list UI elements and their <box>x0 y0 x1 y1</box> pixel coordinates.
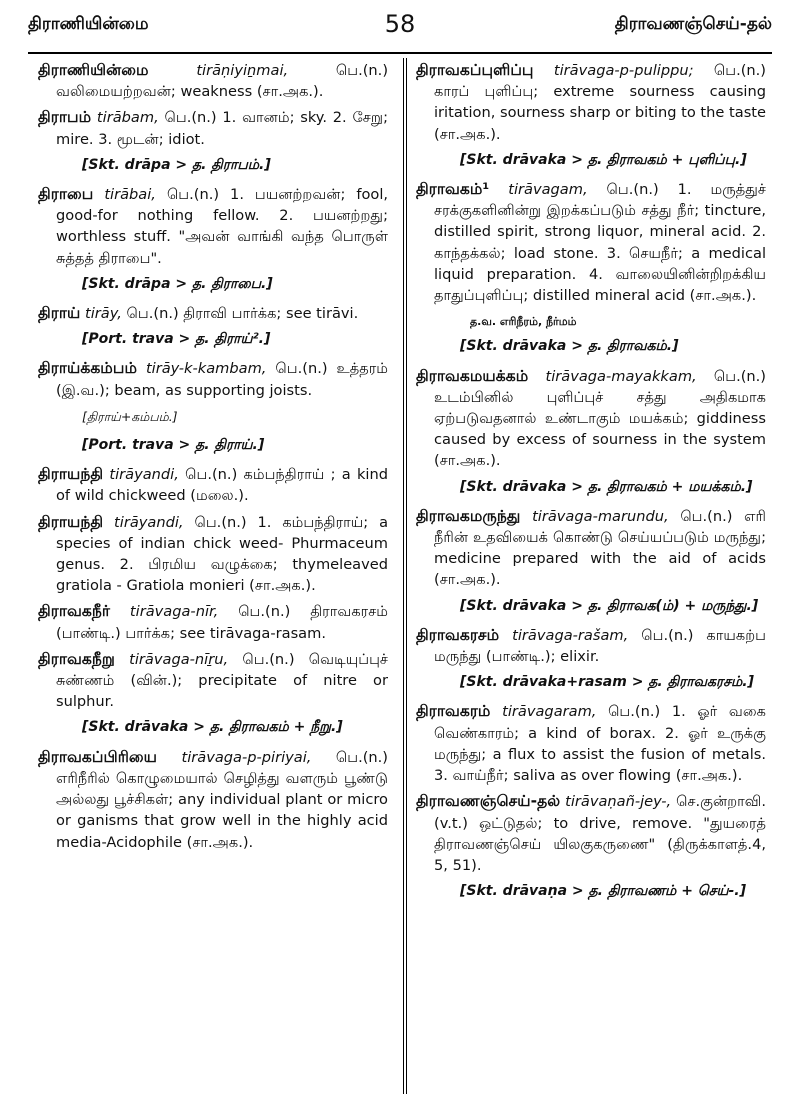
usage-note: த.வ. எரிநீரம், நீர்மம் <box>470 315 577 329</box>
etymology: [Skt. drāvaka > த. திராவகம் + நீறு.] <box>82 719 343 736</box>
dictionary-entry <box>38 464 388 506</box>
transliteration: tirābam, <box>96 109 159 127</box>
etymology: [Skt. drāvaka > த. திராவகம் + புளிப்பு.] <box>460 151 747 168</box>
etymology: [Port. trava > த. திராய்².] <box>82 331 271 348</box>
transliteration: tirāvaga-nīr, <box>129 603 219 621</box>
dictionary-entry <box>416 625 766 667</box>
definition: பெ.(n.) உடம்பினில் புளிப்புச் சத்து அதிகமாக ஏற்படுவதனால் உண்டாகும் மயக்கம்; giddiness caused by excess of sourness in the system (சா.அக.). <box>434 367 766 470</box>
dictionary-entry <box>416 791 766 876</box>
etymology: [Skt. drāpa > த. திராபை.] <box>82 275 273 292</box>
header-left-guideword: திராணியின்மை <box>28 14 149 34</box>
transliteration: tirāyandi, <box>114 513 184 531</box>
definition: பெ.(n.) 1. கம்பந்திராய்; a species of indian chick weed- Phurmaceum genus. 2. பிரமிய வழுக்கை; thymeleaved gratiola - Gratiola monieri (சா.அக.). <box>56 513 389 595</box>
column-divider <box>403 58 407 1094</box>
definition: பெ.(n.) திராவகரசம் (பாண்டி.) பார்க்க; see tirāvaga-rasam. <box>56 603 389 642</box>
definition: பெ.(n.) 1. பயனற்றவன்; fool, good-for nothing fellow. 2. பயனற்றது; worthless stuff. "அவன் வாங்கி வந்த பொருள் சுத்தத் திராபை". <box>56 186 389 267</box>
definition: பெ.(n.) வலிமையற்றவன்; weakness (சா.அக.). <box>56 62 389 101</box>
definition: பெ.(n.) 1. மருத்துச் சரக்குகளினின்று இறக்கப்படும் சத்து நீர்; tincture, distilled spirit, strong liquor, mineral acid. 2. காந்தக்கல்; load stone. 3. செயநீர்; a medical liquid preparation. 4. வாலையினின்றிறக்கிய தாதுப்புளிப்பு; distilled mineral acid (சா.அக.). <box>434 181 767 305</box>
headword: திராவகப்பிரியை <box>38 747 158 766</box>
definition: பெ.(n.) திராவி பார்க்க; see tirāvi. <box>126 305 359 323</box>
headword: திராபம் <box>38 108 92 127</box>
etymology-note: [திராய்+கம்பம்.] <box>82 408 178 424</box>
header-right-guideword: திராவணஞ்செய்-தல் <box>614 14 772 34</box>
headword: திராவகநீர் <box>38 602 111 621</box>
dictionary-entry <box>416 60 766 145</box>
etymology: [Skt. drāvaka > த. திராவகம் + மயக்கம்.] <box>460 478 753 495</box>
dictionary-entry <box>416 366 766 472</box>
transliteration: tirāṇiyiṉmai, <box>196 62 289 79</box>
dictionary-entry <box>38 512 388 597</box>
headword: திராயந்தி <box>38 512 104 531</box>
page-header <box>28 0 772 48</box>
left-column <box>38 60 388 858</box>
transliteration: tirāvaṇañ-jey-, <box>565 793 672 811</box>
transliteration: tirāvaga-p-piriyai, <box>181 748 312 766</box>
transliteration: tirābai, <box>104 186 156 204</box>
dictionary-entry <box>38 358 388 400</box>
dictionary-entry <box>38 107 388 149</box>
transliteration: tirāvaga-p-pulippu; <box>553 62 694 79</box>
transliteration: tirāvaga-nīṟu, <box>129 650 229 668</box>
transliteration: tirāvagaram, <box>502 703 597 721</box>
dictionary-entry <box>38 303 388 324</box>
definition: பெ.(n.) காயகற்ப மருந்து (பாண்டி.); elixir. <box>434 626 767 666</box>
header-rule <box>28 52 772 54</box>
headword: திராவகரசம் <box>416 625 500 644</box>
headword: திராவகரம் <box>416 702 491 721</box>
headword: திராவகம்¹ <box>416 180 490 199</box>
right-column <box>416 60 766 910</box>
etymology: [Port. trava > த. திராய்.] <box>82 437 265 454</box>
transliteration: tirāvaga-rašam, <box>512 626 629 644</box>
transliteration: tirāvaga-marundu, <box>532 507 669 525</box>
transliteration: tirāy-k-kambam, <box>145 360 267 378</box>
definition: செ.குன்றாவி.(v.t.) ஒட்டுதல்; to drive, remove. "துயரைத் திராவணஞ்செய் யிலகுகருணை" (திருக்காளத்.4, 5, 51). <box>434 793 767 874</box>
definition: பெ.(n.) 1. வானம்; sky. 2. சேறு; mire. 3. மூடன்; idiot. <box>56 109 389 148</box>
transliteration: tirāvaga-mayakkam, <box>545 367 697 385</box>
headword: திராய் <box>38 304 81 323</box>
transliteration: tirāvagam, <box>508 181 588 199</box>
transliteration: tirāy, <box>85 305 122 323</box>
etymology: [Skt. drāpa > த. திராபம்.] <box>82 156 271 173</box>
definition: பெ.(n.) 1. ஓர் வகை வெண்காரம்; a kind of borax. 2. ஓர் உருக்கு மருந்து; a flux to assist the fusion of metals. 3. வாய்நீர்; saliva as over flowing (சா.அக.). <box>434 703 767 785</box>
headword: திராணியின்மை <box>38 61 149 79</box>
etymology: [Skt. drāvaka+rasam > த. திராவகரசம்.] <box>460 674 754 691</box>
headword: திராய்க்கம்பம் <box>38 359 137 378</box>
headword: திராவகமருந்து <box>416 506 521 525</box>
definition: பெ.(n.) வெடியுப்புச் சுண்ணம் (வின்.); precipitate of nitre or sulphur. <box>56 650 389 711</box>
definition: பெ.(n.) காரப் புளிப்பு; extreme sourness causing iritation, sourness sharp or biting to the taste (சா.அக.). <box>434 62 766 143</box>
etymology: [Skt. drāvaṇa > த. திராவணம் + செய்-.] <box>460 883 746 900</box>
etymology: [Skt. drāvaka > த. திராவகம்.] <box>460 338 679 355</box>
dictionary-entry <box>416 701 766 786</box>
headword: திராவகப்புளிப்பு <box>416 61 534 79</box>
dictionary-entry <box>38 747 388 853</box>
headword: திராவகநீறு <box>38 649 115 668</box>
definition: பெ.(n.) எரி நீரின் உதவியைக் கொண்டு செய்யப்படும் மருந்து; medicine prepared with the aid of acids (சா.அக.). <box>434 507 766 589</box>
dictionary-entry <box>416 179 766 306</box>
headword: திராபை <box>38 185 94 204</box>
transliteration: tirāyandi, <box>109 466 179 484</box>
headword: திராவகமயக்கம் <box>416 366 529 385</box>
dictionary-entry <box>416 506 766 591</box>
etymology: [Skt. drāvaka > த. திராவக(ம்) + மருந்து.] <box>460 597 759 614</box>
dictionary-entry <box>38 601 388 643</box>
definition: பெ.(n.) எரிநீரில் கொழுமையால் செழித்து வளரும் பூண்டு அல்லது பூச்சிகள்; any individual plant or micro or ganisms that grow well in the highly acid media-Acidophile (சா.அக.). <box>56 748 388 851</box>
headword: திராயந்தி <box>38 465 104 484</box>
dictionary-entry <box>38 60 388 102</box>
headword: திராவணஞ்செய்-தல் <box>416 792 561 811</box>
definition: பெ.(n.) கம்பந்திராய் ; a kind of wild chickweed (மலை.). <box>56 466 388 505</box>
dictionary-entry <box>38 649 388 713</box>
definition: பெ.(n.) உத்தரம் (இ.வ.); beam, as supporting joists. <box>56 360 389 399</box>
page-number: 58 <box>384 10 416 38</box>
dictionary-entry <box>38 184 388 269</box>
